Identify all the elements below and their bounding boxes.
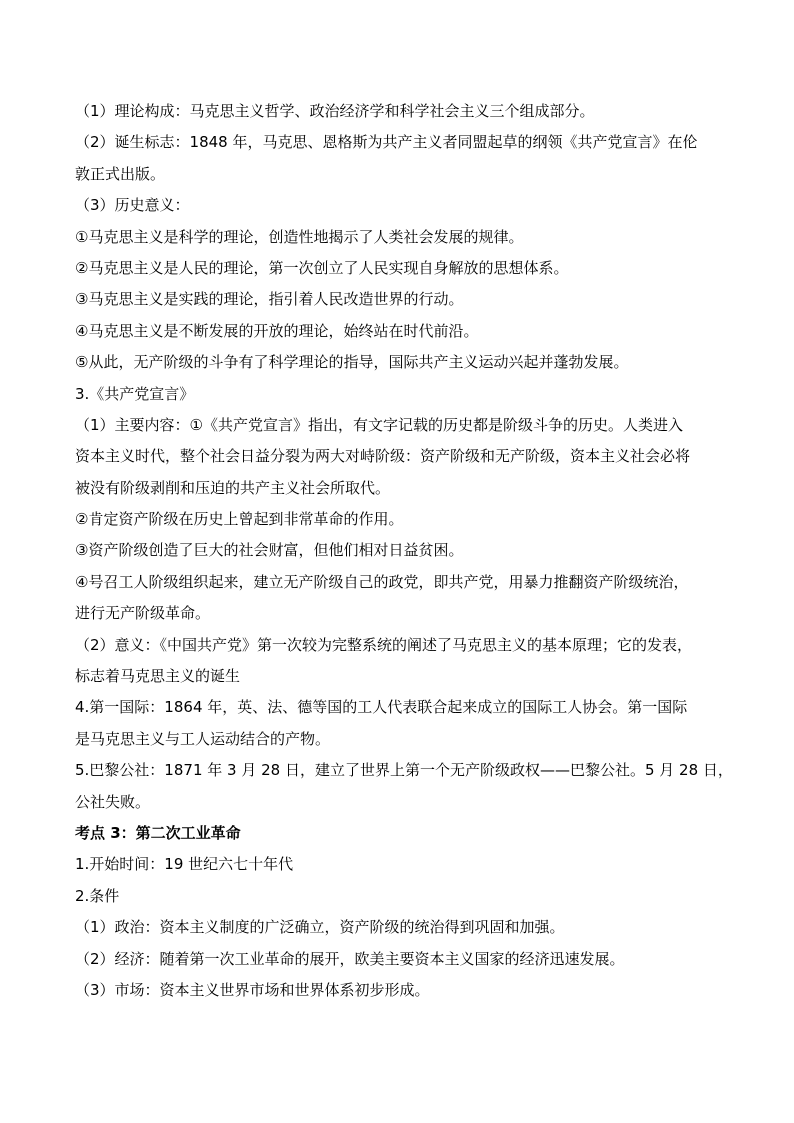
text-line: （3）市场：资本主义世界市场和世界体系初步形成。 <box>75 980 430 999</box>
text-line: 标志着马克思主义的诞生 <box>75 667 241 686</box>
text-line: ②肯定资产阶级在历史上曾起到非常革命的作用。 <box>75 510 404 529</box>
text-line: 1.开始时间：19 世纪六七十年代 <box>75 855 294 874</box>
text-line: 2.条件 <box>75 886 120 905</box>
text-line: ①马克思主义是科学的理论，创造性地揭示了人类社会发展的规律。 <box>75 227 524 246</box>
text-line: ④马克思主义是不断发展的开放的理论，始终站在时代前沿。 <box>75 321 479 340</box>
text-line: ⑤从此，无产阶级的斗争有了科学理论的指导，国际共产主义运动兴起并蓬勃发展。 <box>75 353 629 372</box>
text-line: 5.巴黎公社：1871 年 3 月 28 日，建立了世界上第一个无产阶级政权——巴黎公社。5 月 28 日， <box>75 761 733 780</box>
text-line: ③马克思主义是实践的理论，指引着人民改造世界的行动。 <box>75 290 464 309</box>
text-line: 被没有阶级剥削和压迫的共产主义社会所取代。 <box>75 478 391 497</box>
text-line: （1）理论构成：马克思主义哲学、政治经济学和科学社会主义三个组成部分。 <box>75 102 595 120</box>
topic-heading: 考点 3：第二次工业革命 <box>75 823 241 842</box>
text-line: ③资产阶级创造了巨大的社会财富，但他们相对日益贫困。 <box>75 541 464 560</box>
text-line: ②马克思主义是人民的理论，第一次创立了人民实现自身解放的思想体系。 <box>75 258 569 277</box>
text-line: （1）主要内容：①《共产党宣言》指出，有文字记载的历史都是阶级斗争的历史。人类进入 <box>75 415 683 434</box>
text-line: （3）历史意义： <box>75 196 190 215</box>
text-line: 4.第一国际：1864 年，英、法、德等国的工人代表联合起来成立的国际工人协会。第一国际 <box>75 698 688 717</box>
text-line: 资本主义时代，整个社会日益分裂为两大对峙阶级：资产阶级和无产阶级，资本主义社会必将 <box>75 447 691 466</box>
section-heading: 3.《共产党宣言》 <box>75 384 195 403</box>
text-line: 是马克思主义与工人运动结合的产物。 <box>75 729 331 748</box>
text-line: 敦正式出版。 <box>75 164 166 183</box>
text-line: ④号召工人阶级组织起来，建立无产阶级自己的政党，即共产党，用暴力推翻资产阶级统治， <box>75 572 689 591</box>
text-line: 公社失败。 <box>75 792 151 811</box>
text-line: （1）政治：资本主义制度的广泛确立，资产阶级的统治得到巩固和加强。 <box>75 918 565 937</box>
text-line: 进行无产阶级革命。 <box>75 604 211 623</box>
text-line: （2）意义：《中国共产党》第一次较为完整系统的阐述了马克思主义的基本原理；它的发表， <box>75 635 693 654</box>
text-line: （2）诞生标志：1848 年，马克思、恩格斯为共产主义者同盟起草的纲领《共产党宣言》在伦 <box>75 133 698 152</box>
text-line: （2）经济：随着第一次工业革命的展开，欧美主要资本主义国家的经济迅速发展。 <box>75 949 625 968</box>
document-page <box>75 96 733 1006</box>
